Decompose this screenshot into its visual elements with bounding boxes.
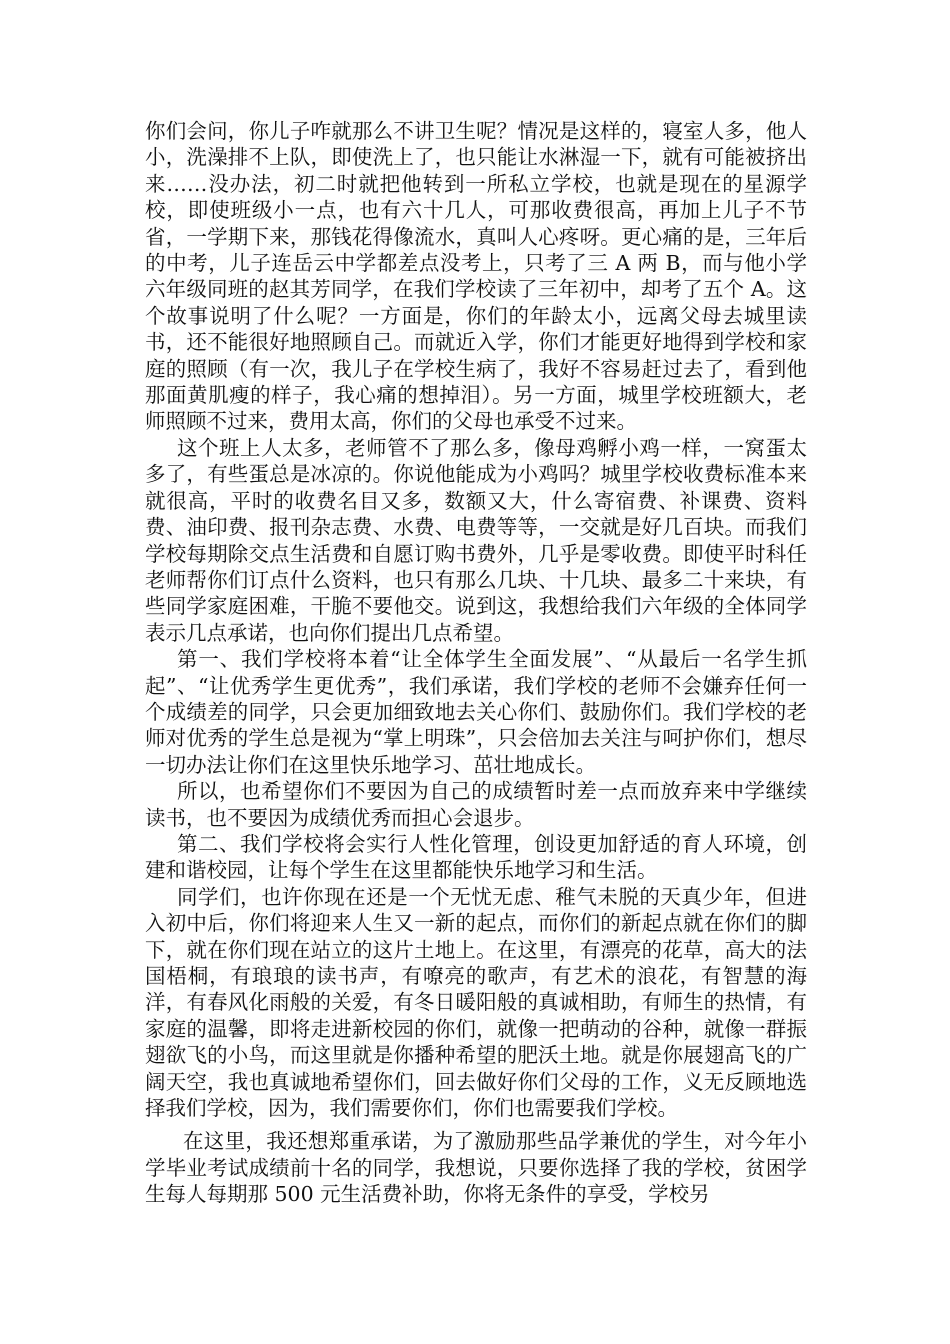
paragraph-2: 这个班上人太多，老师管不了那么多，像母鸡孵小鸡一样，一窝蛋太多了，有些蛋总是冰凉的。你说他能成为小鸡吗？城里学校收费标准本来就很高，平时的收费名目又多，数额又大，什么寄宿费、补课费、资料费、油印费、报刊杂志费、水费、电费等等，一交就是好几百块。而我们学校每期除交点生活费和自愿订购书费外，几乎是零收费。即使平时科任老师帮你们订点什么资料，也只有那么几块、十几块、最多二十来块，有些同学家庭困难，干脆不要他交。说到这，我想给我们六年级的全体同学表示几点承诺，也向你们提出几点希望。 — [145, 435, 807, 645]
paragraph-4: 所以，也希望你们不要因为自己的成绩暂时差一点而放弃来中学继续读书，也不要因为成绩优秀而担心会退步。 — [145, 779, 807, 830]
document-body — [145, 118, 807, 1208]
paragraph-6: 同学们，也许你现在还是一个无忧无虑、稚气未脱的天真少年，但进入初中后，你们将迎来人生又一新的起点，而你们的新起点就在你们的脚下，就在你们现在站立的这片土地上。在这里，有漂亮的花草，高大的法国梧桐，有琅琅的读书声，有嘹亮的歌声，有艺术的浪花，有智慧的海洋，有春风化雨般的关爱，有冬日暖阳般的真诚相助，有师生的热情，有家庭的温馨，即将走进新校园的你们，就像一把萌动的谷种，就像一群振翅欲飞的小鸟，而这里就是你播种希望的肥沃土地。就是你展翅高飞的广阔天空，我也真诚地希望你们，回去做好你们父母的工作，义无反顾地选择我们学校，因为，我们需要你们，你们也需要我们学校。 — [145, 884, 807, 1121]
paragraph-5: 第二、我们学校将会实行人性化管理，创设更加舒适的育人环境，创建和谐校园，让每个学生在这里都能快乐地学习和生活。 — [145, 831, 807, 883]
paragraph-7: 在这里，我还想郑重承诺，为了激励那些品学兼优的学生，对今年小学毕业考试成绩前十名的同学，我想说，只要你选择了我的学校，贫困学生每人每期那 500 元生活费补助，你将无条件的享受，学校另 — [145, 1129, 807, 1207]
paragraph-3: 第一、我们学校将本着“让全体学生全面发展”、“从最后一名学生抓起”、“让优秀学生更优秀”，我们承诺，我们学校的老师不会嫌弃任何一个成绩差的同学，只会更加细致地去关心你们、鼓励你们。我们学校的老师对优秀的学生总是视为“掌上明珠”，只会倍加去关注与呵护你们，想尽一切办法让你们在这里快乐地学习、茁壮地成长。 — [145, 647, 807, 777]
paragraph-1: 你们会问，你儿子咋就那么不讲卫生呢？情况是这样的，寝室人多，他人小，洗澡排不上队，即使洗上了，也只能让水淋湿一下，就有可能被挤出来……没办法，初二时就把他转到一所私立学校，也就是现在的星源学校，即使班级小一点，也有六十几人，可那收费很高，再加上儿子不节省，一学期下来，那钱花得像流水，真叫人心疼呀。更心痛的是，三年后的中考，儿子连岳云中学都差点没考上，只考了三 A 两 B，而与他小学六年级同班的赵其芳同学，在我们学校读了三年初中，却考了五个 A。这个故事说明了什么呢？一方面是，你们的年龄太小，远离父母去城里读书，还不能很好地照顾自己。而就近入学，你们才能更好地得到学校和家庭的照顾（有一次，我儿子在学校生病了，我好不容易赶过去了，看到他那面黄肌瘦的样子，我心痛的想掉泪）。另一方面，城里学校班额大，老师照顾不过来，费用太高，你们的父母也承受不过来。 — [145, 119, 807, 434]
